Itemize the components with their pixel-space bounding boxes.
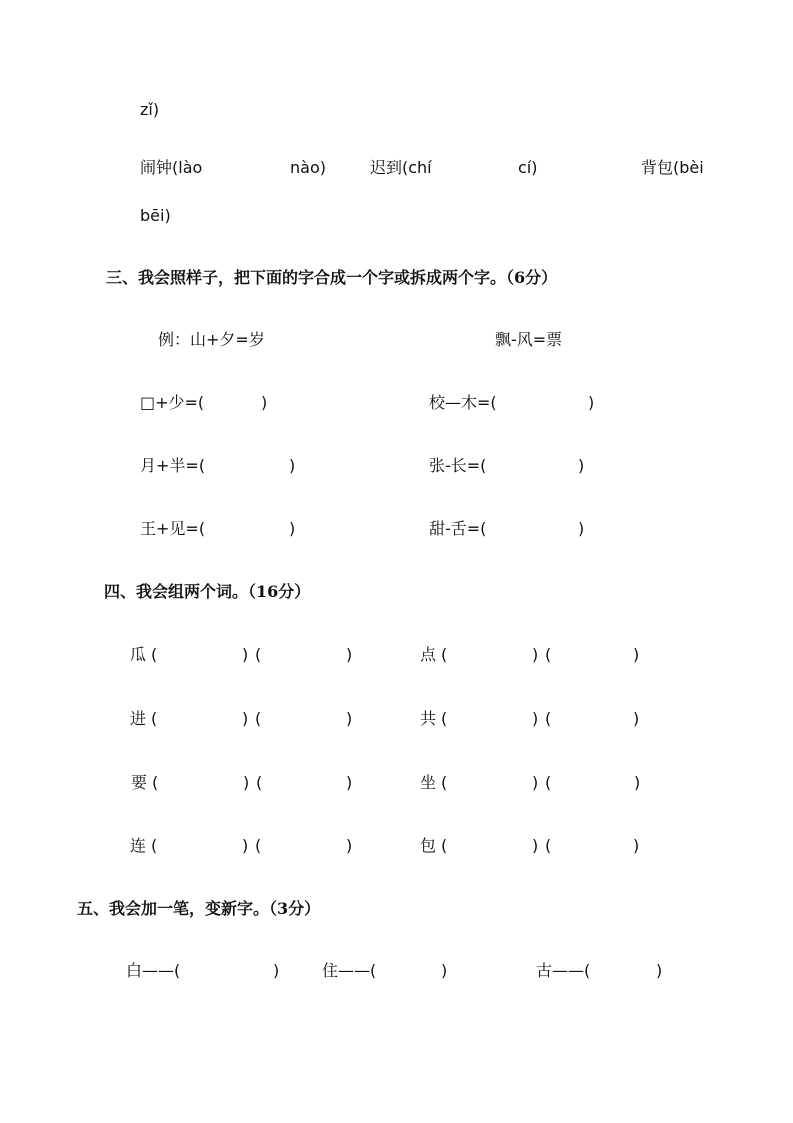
close-paren: ) xyxy=(242,836,249,855)
section3-question: 张-长=( xyxy=(429,456,487,475)
open-paren: ( xyxy=(255,836,262,855)
open-paren: ( xyxy=(441,709,448,728)
close-paren: ) xyxy=(242,645,249,664)
open-paren: ( xyxy=(152,773,159,792)
close-paren: ) xyxy=(289,456,296,475)
close-paren: ) xyxy=(289,519,296,538)
close-paren: ) xyxy=(346,709,353,728)
section4-char: 进 xyxy=(130,709,147,728)
open-paren: ( xyxy=(255,645,262,664)
open-paren: ( xyxy=(441,773,448,792)
close-paren: ) xyxy=(532,836,539,855)
close-paren: ) xyxy=(243,773,250,792)
close-paren: ) xyxy=(656,961,663,980)
close-paren: ) xyxy=(578,519,585,538)
pinyin-word-beibao: 背包(bèi xyxy=(641,158,704,177)
pinyin-continuation: zǐ) xyxy=(140,100,160,119)
section4-title: 四、我会组两个词。（16分） xyxy=(104,582,311,601)
close-paren: ) xyxy=(634,773,641,792)
section3-question: □+少=( xyxy=(140,393,205,412)
open-paren: ( xyxy=(151,836,158,855)
section5-item: 住——( xyxy=(322,961,377,980)
pinyin-continuation: bēi) xyxy=(140,206,171,225)
section4-char: 坐 xyxy=(420,773,437,792)
section3-question: 月+半=( xyxy=(140,456,206,475)
pinyin-option: cí) xyxy=(518,158,538,177)
pinyin-word-chidao: 迟到(chí xyxy=(370,158,432,177)
close-paren: ) xyxy=(588,393,595,412)
open-paren: ( xyxy=(255,709,262,728)
pinyin-option: nào) xyxy=(290,158,326,177)
pinyin-word-naozhong: 闹钟(lào xyxy=(140,158,203,177)
open-paren: ( xyxy=(545,836,552,855)
section4-char: 共 xyxy=(420,709,437,728)
close-paren: ) xyxy=(261,393,268,412)
section4-char: 瓜 xyxy=(130,645,147,664)
section3-question: 王+见=( xyxy=(140,519,206,538)
close-paren: ) xyxy=(633,709,640,728)
close-paren: ) xyxy=(346,836,353,855)
close-paren: ) xyxy=(633,645,640,664)
close-paren: ) xyxy=(532,773,539,792)
section3-example-left: 例：山+夕=岁 xyxy=(158,330,265,349)
open-paren: ( xyxy=(545,645,552,664)
section4-char: 连 xyxy=(130,836,147,855)
section4-char: 包 xyxy=(420,836,437,855)
section4-char: 要 xyxy=(131,773,148,792)
open-paren: ( xyxy=(256,773,263,792)
section3-example-right: 飘-风=票 xyxy=(495,330,563,349)
close-paren: ) xyxy=(242,709,249,728)
section3-question: 甜-舌=( xyxy=(429,519,487,538)
section5-title: 五、我会加一笔，变新字。（3分） xyxy=(77,899,321,918)
open-paren: ( xyxy=(545,773,552,792)
close-paren: ) xyxy=(346,773,353,792)
section5-item: 古——( xyxy=(536,961,591,980)
open-paren: ( xyxy=(441,836,448,855)
close-paren: ) xyxy=(346,645,353,664)
section3-question: 校—木=( xyxy=(429,393,497,412)
section4-char: 点 xyxy=(420,645,437,664)
open-paren: ( xyxy=(151,645,158,664)
close-paren: ) xyxy=(273,961,280,980)
section3-title: 三、我会照样子，把下面的字合成一个字或拆成两个字。（6分） xyxy=(106,268,558,287)
close-paren: ) xyxy=(532,709,539,728)
close-paren: ) xyxy=(633,836,640,855)
open-paren: ( xyxy=(545,709,552,728)
close-paren: ) xyxy=(532,645,539,664)
open-paren: ( xyxy=(151,709,158,728)
close-paren: ) xyxy=(578,456,585,475)
open-paren: ( xyxy=(441,645,448,664)
close-paren: ) xyxy=(441,961,448,980)
section5-item: 白——( xyxy=(126,961,181,980)
